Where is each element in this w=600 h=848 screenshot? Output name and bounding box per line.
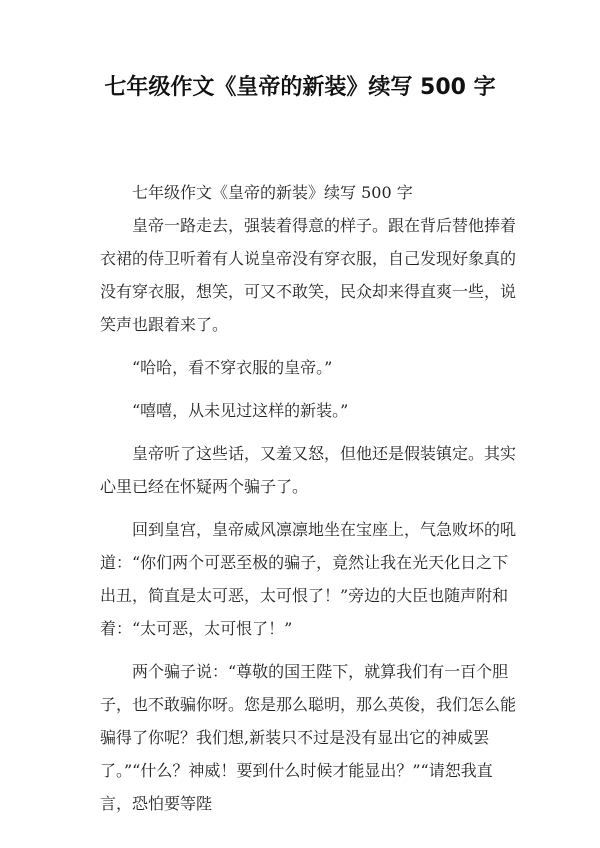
body-paragraph: 皇帝一路走去，强装着得意的样子。跟在背后替他捧着衣裙的侍卫听着有人说皇帝没有穿衣服，自己发现好象真的没有穿衣服，想笑，可又不敢笑，民众却来得直爽一些，说笑声也跟着来了。 <box>100 216 517 334</box>
document-body <box>100 176 520 820</box>
document-title: 七年级作文《皇帝的新装》续写 500 字 <box>104 75 496 100</box>
body-paragraph: “哈哈，看不穿衣服的皇帝。” <box>132 358 333 377</box>
body-paragraph: 两个骗子说：“尊敬的国王陛下，就算我们有一百个胆子，也不敢骗你呀。您是那么聪明，那么英俊，我们怎么能骗得了你呢？我们想,新装只不过是没有显出它的神威罢了。”“什么？神威！要到什么时候才能显出？”“请恕我直言，恐怕要等陛 <box>100 662 517 813</box>
body-paragraph: 回到皇宫，皇帝威风凛凛地坐在宝座上，气急败坏的吼道：“你们两个可恶至极的骗子，竟然让我在光天化日之下出丑，简直是太可恶，太可恨了！”旁边的大臣也随声附和着：“太可恶，太可恨了！” <box>100 520 517 638</box>
body-paragraph: 皇帝听了这些话，又羞又怒，但他还是假装镇定。其实心里已经在怀疑两个骗子了。 <box>100 444 517 496</box>
body-paragraph: “嘻嘻，从未见过这样的新装。” <box>132 401 349 420</box>
body-paragraph-subtitle: 七年级作文《皇帝的新装》续写 500 字 <box>132 183 413 202</box>
